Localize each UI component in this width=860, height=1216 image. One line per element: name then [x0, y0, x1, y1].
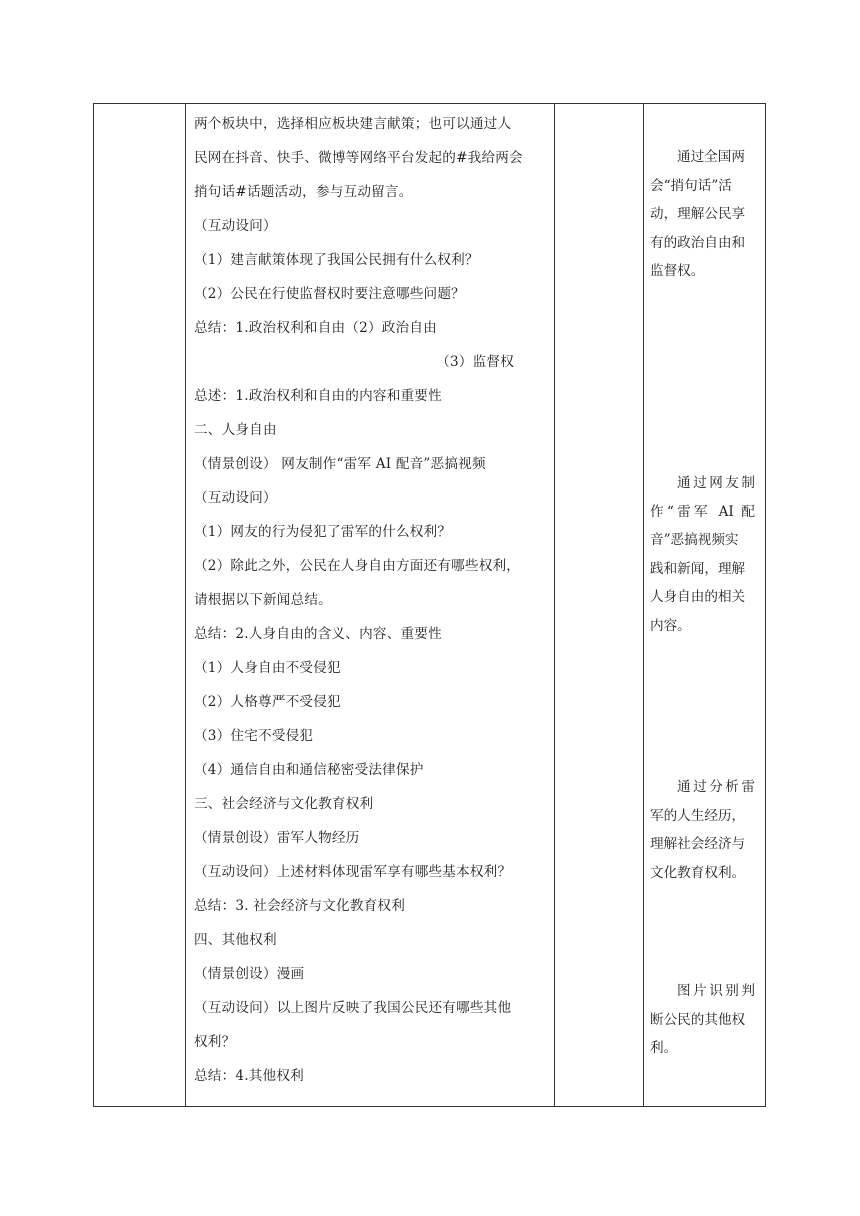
summary-line: 总述：1.政治权利和自由的内容和重要性 [194, 388, 442, 404]
text-line: （互动设问） [194, 218, 277, 234]
summary-line: （3）监督权 [436, 354, 514, 370]
text-line: （2）除此之外，公民在人身自由方面还有哪些权利， [194, 558, 521, 574]
text-line: 民网在抖音、快手、微博等网络平台发起的#我给两会 [194, 150, 523, 166]
text-line: （1）建言献策体现了我国公民拥有什么权利？ [194, 252, 479, 268]
text-line: 权利？ [194, 1034, 236, 1050]
note-line: 通过网友制 [677, 475, 755, 491]
note-line: 内容。 [650, 617, 691, 634]
design-intent-note-socioeconomic [650, 773, 755, 887]
text-line: 两个板块中，选择相应板块建言献策；也可以通过人 [194, 116, 512, 132]
text-line: （1）网友的行为侵犯了雷军的什么权利？ [194, 524, 452, 540]
text-line: （互动设问）上述材料体现雷军享有哪些基本权利？ [194, 864, 512, 880]
note-line: 军的人生经历， [650, 807, 746, 824]
text-line: （互动设问） [194, 490, 277, 506]
text-line: （2）人格尊严不受侵犯 [194, 694, 341, 710]
text-line: （1）人身自由不受侵犯 [194, 660, 341, 676]
text-line: （4）通信自由和通信秘密受法律保护 [194, 762, 424, 778]
note-line: 监督权。 [650, 263, 705, 279]
note-line: 图片识别判 [677, 983, 755, 999]
column-divider [554, 104, 555, 1106]
note-line: 音”恶搞视频实 [650, 532, 739, 548]
note-line: 文化教育权利。 [650, 864, 746, 881]
note-line: 践和新闻，理解 [650, 560, 746, 577]
design-intent-note-personal-freedom [650, 469, 755, 640]
note-line: 有的政治自由和 [650, 234, 746, 251]
design-intent-note-political [650, 143, 755, 286]
column-divider [185, 104, 186, 1106]
summary-line: 总结：2.人身自由的含义、内容、重要性 [194, 626, 442, 642]
section-heading: 四、其他权利 [194, 932, 277, 948]
text-line: （情景创设）雷军人物经历 [194, 830, 360, 846]
summary-line: 总结：4.其他权利 [194, 1068, 304, 1084]
text-line: 捎句话#话题活动，参与互动留言。 [194, 184, 413, 200]
summary-line: 总结：1.政治权利和自由（2）政治自由 [194, 320, 437, 336]
note-line: 作“雷军 AI 配 [650, 503, 755, 520]
lesson-table [93, 103, 766, 1107]
note-line: 会“捎句话”活 [650, 177, 732, 194]
note-line: 通过全国两 [677, 149, 745, 165]
section-heading: 三、社会经济与文化教育权利 [194, 796, 374, 812]
design-intent-note-other-rights [650, 977, 755, 1063]
summary-line: 总结：3. 社会经济与文化教育权利 [194, 898, 406, 914]
note-line: 人身自由的相关 [650, 589, 746, 605]
column-divider [643, 104, 644, 1106]
text-line: （2）公民在行使监督权时要注意哪些问题？ [194, 286, 465, 302]
text-line: （情景创设） 网友制作“雷军 AI 配音”恶搞视频 [194, 456, 486, 472]
section-heading: 二、人身自由 [194, 422, 277, 438]
note-line: 通过分析雷 [677, 779, 755, 795]
text-line: 请根据以下新闻总结。 [194, 592, 332, 608]
note-line: 断公民的其他权 [650, 1011, 746, 1028]
text-line: （互动设问）以上图片反映了我国公民还有哪些其他 [194, 1000, 512, 1016]
note-line: 利。 [650, 1040, 678, 1056]
note-line: 动，理解公民享 [650, 206, 746, 222]
text-line: （情景创设）漫画 [194, 966, 305, 982]
note-line: 理解社会经济与 [650, 836, 746, 852]
text-line: （3）住宅不受侵犯 [194, 728, 314, 744]
